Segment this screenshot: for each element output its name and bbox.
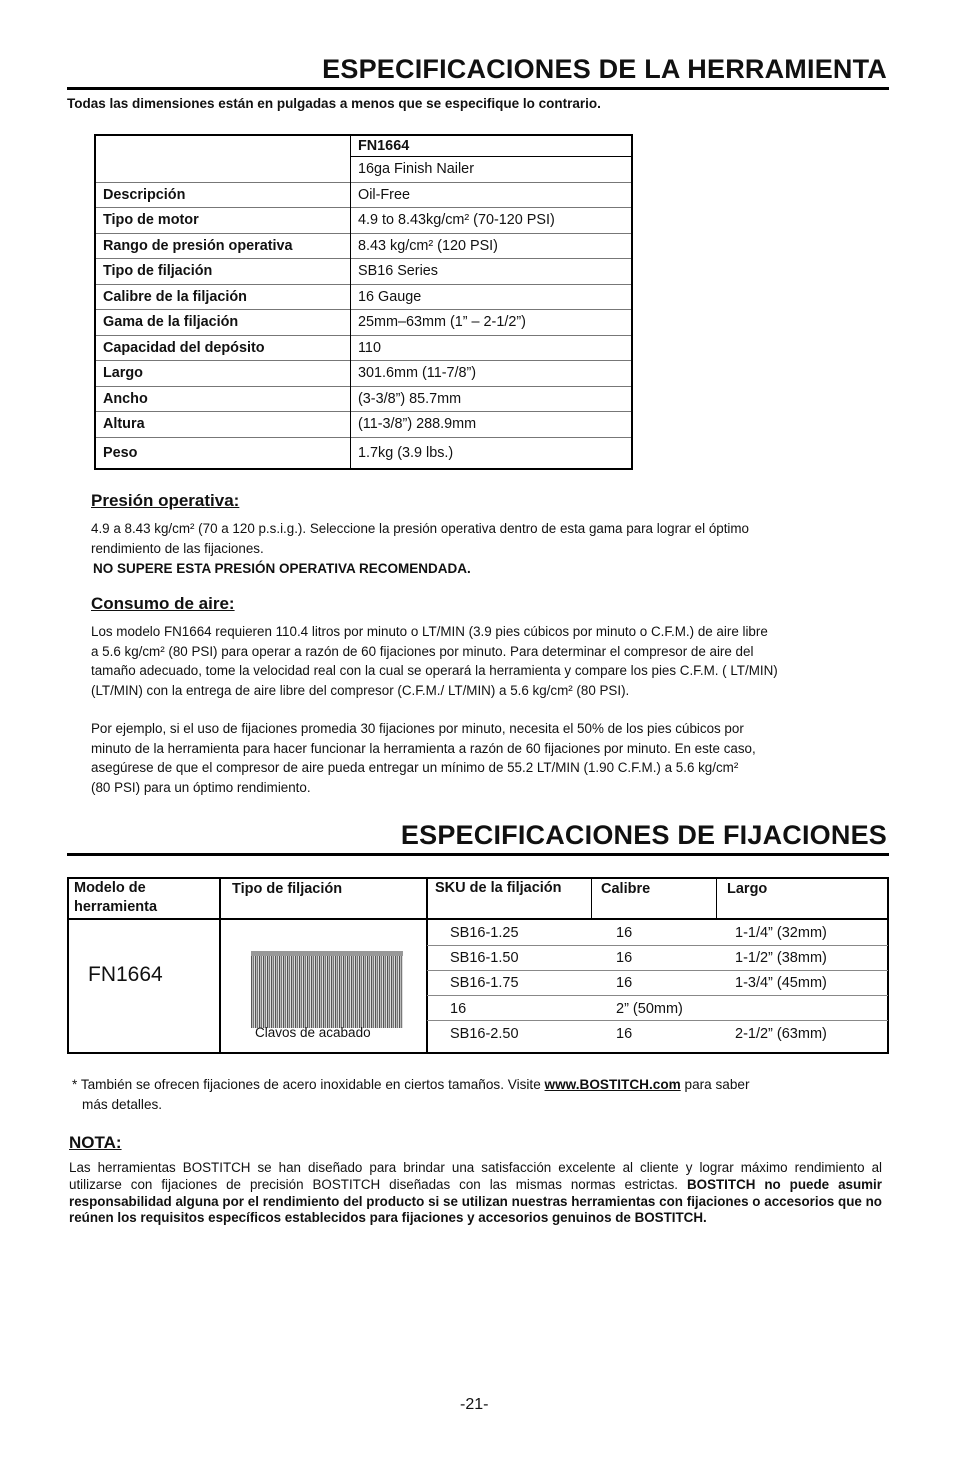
spec-value: 110: [351, 335, 633, 361]
footnote-line1: [72, 1075, 750, 1095]
fastener-calibre: 16: [616, 1026, 633, 1042]
fastener-largo: 1-1/2” (38mm): [735, 950, 827, 966]
row-rule: [427, 970, 888, 971]
text-line: tamaño adecuado, tome la velocidad real con la cual se operará la herramienta y compare los pies C.F.M. ( LT/MIN): [91, 663, 778, 678]
text-line: minuto de la herramienta para hacer funcionar la herramienta a razón de 60 fijaciones por minuto. En este caso,: [91, 740, 756, 756]
fastener-image-caption: Clavos de acabado: [255, 1025, 371, 1040]
spec-label: Gama de la filjación: [95, 310, 351, 336]
table-header-rule: [67, 918, 889, 920]
table-row: [95, 361, 632, 387]
spec-header-blank: [95, 135, 351, 157]
fastener-sku: SB16-1.75: [450, 975, 519, 991]
spec-value: 1.7kg (3.9 lbs.): [351, 437, 633, 469]
table-row: [95, 208, 632, 234]
fastener-model: FN1664: [88, 963, 163, 986]
table-row: [95, 310, 632, 336]
spec-value: (3-3/8”) 85.7mm: [351, 386, 633, 412]
spec-value: 25mm–63mm (1” – 2-1/2”): [351, 310, 633, 336]
presion-warning: NO SUPERE ESTA PRESIÓN OPERATIVA RECOMENDADA.: [93, 561, 471, 576]
nota-text: Las herramientas BOSTITCH se han diseñado para brindar una satisfacción excelente al cliente y lograr máximo rendimiento al utilizarse con fijaciones de precisión BOSTITCH diseñadas con las mismas normas estrictas.: [69, 1160, 882, 1192]
col-header-modelo: Modelo de herramienta: [74, 880, 158, 915]
spec-label: Altura: [95, 412, 351, 438]
table-row: [95, 259, 632, 285]
table-row: [95, 335, 632, 361]
table-row: [95, 233, 632, 259]
text-line: (80 PSI) para un óptimo rendimiento.: [91, 779, 311, 795]
nota-body: [69, 1160, 882, 1227]
col-header-sku: SKU de la filjación: [435, 880, 562, 896]
fastener-sku: SB16-1.50: [450, 950, 519, 966]
tool-spec-table: [94, 134, 633, 470]
spec-label: Tipo de filjación: [95, 259, 351, 285]
nota-bold-text: BOSTITCH no puede asumir responsabilidad alguna por el rendimiento del producto si se utilizan nuestras herramientas con fijaciones o accesorios que no reúnen los requisitos específicos establecidos para fijaciones y accesorios genuinos de BOSTITCH.: [69, 1176, 882, 1226]
footnote-line2: más detalles.: [82, 1097, 163, 1112]
spec-label: Rango de presión operativa: [95, 233, 351, 259]
footnote-prefix: * También se ofrecen fijaciones de acero inoxidable en ciertos tamaños. Visite: [72, 1077, 545, 1092]
spec-blank-label: [95, 157, 351, 183]
col-header-largo: Largo: [727, 881, 768, 897]
spec-value: (11-3/8”) 288.9mm: [351, 412, 633, 438]
footnote: [72, 1075, 750, 1115]
title-rule: [67, 853, 889, 856]
bostitch-link[interactable]: www.BOSTITCH.com: [544, 1077, 681, 1092]
text-line: asegúrese de que el compresor de aire pueda entregar un mínimo de 55.2 LT/MIN (1.90 C.F.M.) a 5.6 kg/cm²: [91, 760, 739, 775]
fastener-sku: SB16-2.50: [450, 1026, 519, 1042]
table-row: [95, 284, 632, 310]
fastener-calibre: 16: [616, 925, 633, 941]
text-line: Por ejemplo, si el uso de fijaciones promedia 30 fijaciones por minuto, necesita el 50% de los pies cúbicos por: [91, 721, 744, 736]
spec-model: FN1664: [351, 135, 633, 157]
page-title: ESPECIFICACIONES DE LA HERRAMIENTA: [322, 54, 887, 84]
fastener-sku: SB16-1.25: [450, 925, 519, 941]
fastener-calibre: 16: [616, 975, 633, 991]
text-line: Los modelo FN1664 requieren 110.4 litros por minuto o LT/MIN (3.9 pies cúbicos por minuto o C.F.M.) de aire libre: [91, 624, 768, 639]
spec-label: Capacidad del depósito: [95, 335, 351, 361]
table-divider: [591, 877, 592, 919]
col-header-tipo: Tipo de filjación: [232, 881, 343, 897]
spec-label: Tipo de motor: [95, 208, 351, 234]
spec-label: Calibre de la filjación: [95, 284, 351, 310]
dimensions-note: Todas las dimensiones están en pulgadas a menos que se especifique lo contrario.: [67, 96, 601, 111]
title-rule: [67, 87, 889, 90]
spec-value: 8.43 kg/cm² (120 PSI): [351, 233, 633, 259]
row-rule: [427, 1020, 888, 1021]
nota-title: NOTA:: [69, 1133, 122, 1152]
text-line: a 5.6 kg/cm² (80 PSI) para operar a razón de 60 fijaciones por minuto. Para determinar el compresor de aire del: [91, 643, 754, 659]
spec-label: Largo: [95, 361, 351, 387]
table-divider: [426, 877, 428, 1052]
fastener-largo: 1-1/4” (32mm): [735, 925, 827, 941]
section-title-fijaciones: ESPECIFICACIONES DE FIJACIONES: [400, 820, 887, 850]
consumo-para1: [91, 622, 778, 700]
page-number: -21-: [460, 1396, 489, 1413]
spec-value: 16 Gauge: [351, 284, 633, 310]
spec-value: 4.9 to 8.43kg/cm² (70-120 PSI): [351, 208, 633, 234]
spec-value: 301.6mm (11-7/8”): [351, 361, 633, 387]
fastener-largo: 1-3/4” (45mm): [735, 975, 827, 991]
row-rule: [427, 995, 888, 996]
spec-value: SB16 Series: [351, 259, 633, 285]
table-row: [95, 437, 632, 469]
consumo-para2: [91, 719, 756, 797]
table-divider: [716, 877, 717, 919]
spec-label: Ancho: [95, 386, 351, 412]
spec-value: Oil-Free: [351, 182, 633, 208]
finish-nail-strip-image: [251, 951, 403, 1028]
presion-line2: rendimiento de las fijaciones.: [91, 541, 264, 556]
spec-label: Descripción: [95, 182, 351, 208]
table-divider: [219, 877, 221, 1052]
spec-first-value: 16ga Finish Nailer: [358, 161, 474, 178]
col-header-calibre: Calibre: [601, 881, 651, 897]
table-row: [95, 412, 632, 438]
fastener-sku: 16: [450, 1001, 467, 1017]
table-row: [95, 182, 632, 208]
spec-label: Peso: [95, 437, 351, 469]
fastener-largo: 2-1/2” (63mm): [735, 1026, 827, 1042]
text-line: (LT/MIN) con la entrega de aire libre del compresor (C.F.M./ LT/MIN) a 5.6 kg/cm² (80 PSI).: [91, 682, 630, 698]
fastener-calibre: 2” (50mm): [616, 1001, 683, 1017]
fastener-calibre: 16: [616, 950, 633, 966]
consumo-title: Consumo de aire:: [91, 594, 235, 613]
presion-title: Presión operativa:: [91, 491, 240, 510]
footnote-suffix: para saber: [680, 1077, 750, 1092]
presion-line1: 4.9 a 8.43 kg/cm² (70 a 120 p.s.i.g.). Seleccione la presión operativa dentro de esta gama para lograr el óptimo: [91, 521, 750, 536]
table-row: [95, 386, 632, 412]
row-rule: [427, 945, 888, 946]
